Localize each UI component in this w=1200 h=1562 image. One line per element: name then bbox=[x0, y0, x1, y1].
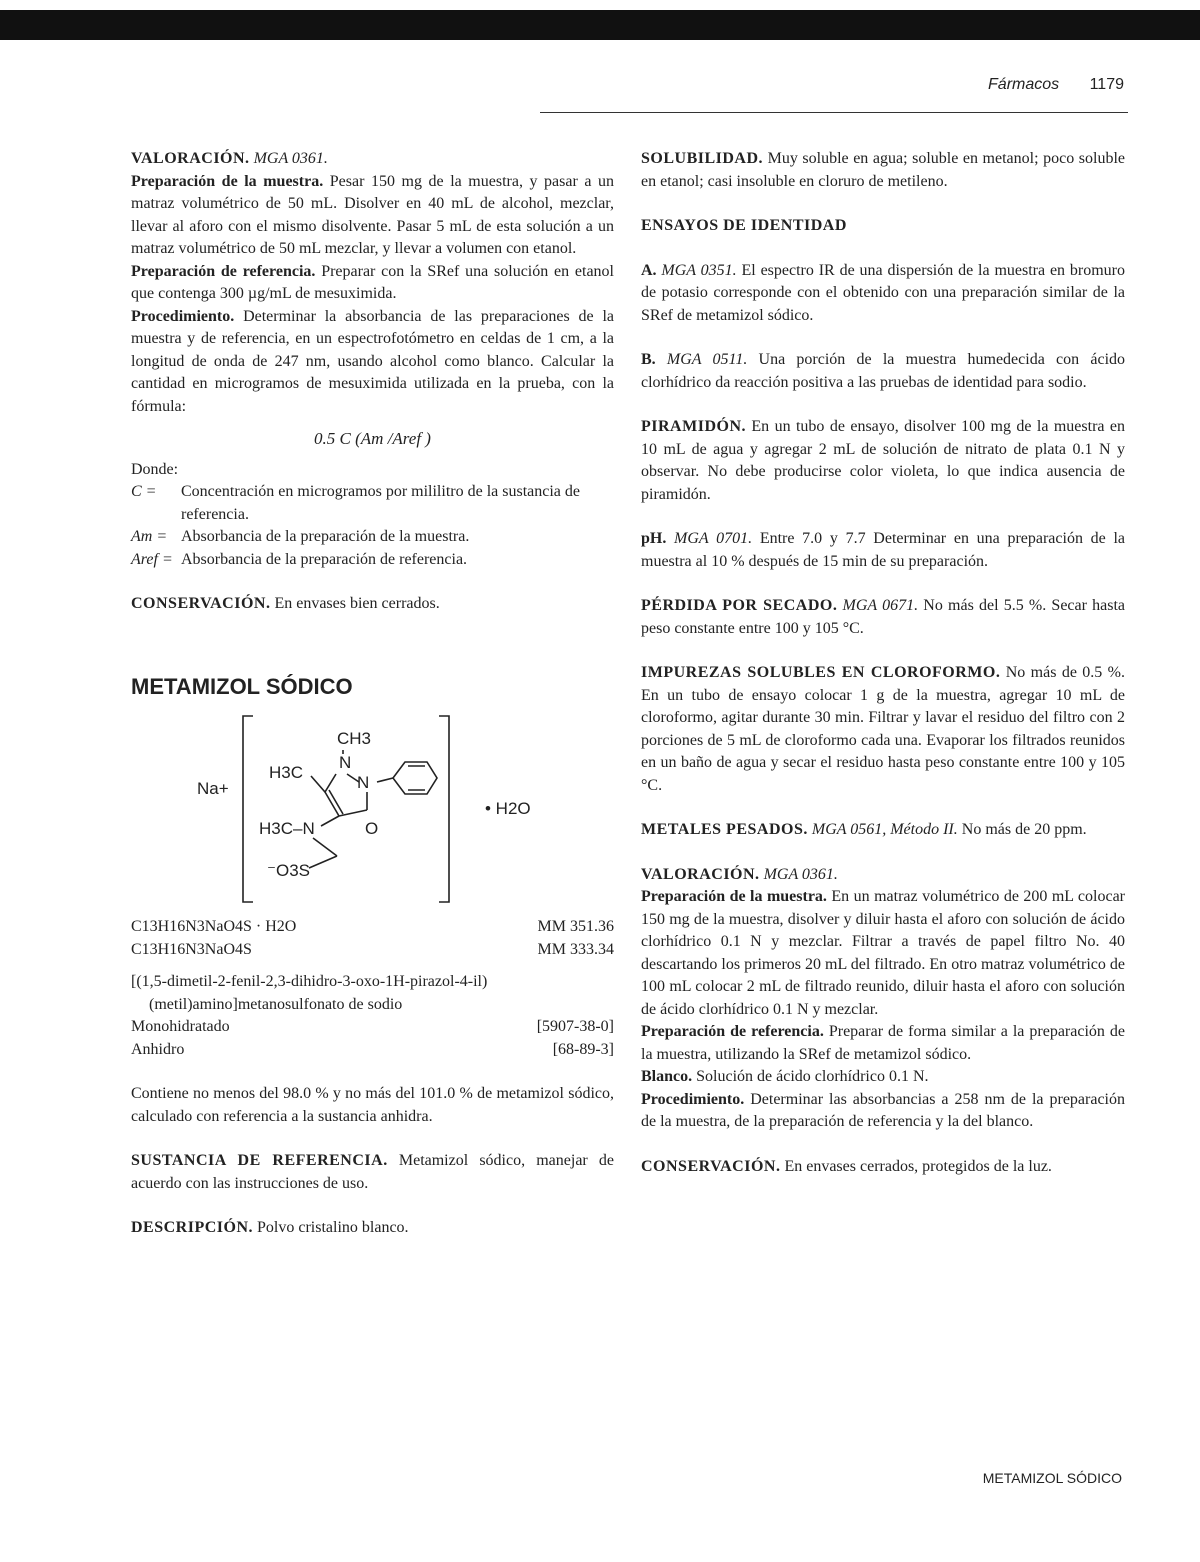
sodium-ion: Na+ bbox=[197, 779, 229, 798]
blanco-paragraph: Blanco. Solución de ácido clorhídrico 0.1 N. bbox=[641, 1068, 929, 1085]
valoracion-heading: VALORACIÓN. MGA 0361. bbox=[131, 150, 328, 167]
contiene-paragraph: Contiene no menos del 98.0 % y no más del 101.0 % de metamizol sódico, calculado con referencia a la sustancia anhidra. bbox=[131, 1085, 614, 1125]
page-number: 1179 bbox=[1089, 76, 1124, 93]
header-rule bbox=[540, 112, 1128, 113]
monograph-title: METAMIZOL SÓDICO bbox=[131, 673, 353, 699]
oxo-oxygen: O bbox=[365, 819, 379, 838]
ensayo-b-paragraph: B. MGA 0511. Una porción de la muestra humedecida con ácido clorhídrico da reacción positiva a las pruebas de identidad para sodio. bbox=[641, 351, 1126, 391]
procedimiento-paragraph: Procedimiento. Determinar la absorbancia de las preparaciones de la muestra y de referencia, en un espectrofotómetro en celdas de 1 cm, a la longitud de onda de 247 nm, usando alcohol como blanco. Calcular la cantidad en microgramos de mesuximida utilizada en la prueba, con la fórmula: bbox=[131, 307, 614, 415]
sulfonate-group: ⁻O3S bbox=[267, 861, 310, 880]
molecular-formula-row-1: C13H16N3NaO4S · H2O MM 351.36 bbox=[131, 918, 614, 935]
cas-monohidratado: Monohidratado [5907-38-0] bbox=[131, 1018, 614, 1035]
solubilidad-paragraph: SOLUBILIDAD. Muy soluble en agua; soluble en metanol; poco soluble en etanol; casi insoluble en cloruro de metileno. bbox=[641, 150, 1125, 190]
bracket-left bbox=[243, 716, 253, 902]
prep-referencia-paragraph-right: Preparación de referencia. Preparar de forma similar a la preparación de la muestra, utilizando la SRef de metamizol sódico. bbox=[641, 1023, 1126, 1063]
prep-referencia-paragraph: Preparación de referencia. Preparar con la SRef una solución en etanol que contenga 300 µg/mL de mesuximida. bbox=[131, 262, 614, 302]
bond-c4-n bbox=[321, 816, 339, 826]
methyl-group-top: CH3 bbox=[337, 729, 372, 748]
calc-formula: 0.5 C (Am /Aref ) bbox=[314, 429, 431, 448]
running-footer: METAMIZOL SÓDICO bbox=[982, 1470, 1122, 1486]
definition-am: Am = Absorbancia de la preparación de la muestra. bbox=[131, 528, 470, 545]
prep-muestra-paragraph: Preparación de la muestra. Pesar 150 mg de la muestra, y pasar a un matraz volumétrico de 50 mL. Disolver en 40 mL de alcohol, mezclar, llevar al aforo con el mismo disolvente. Pasar 5 mL de esta solución a un matraz volumétrico de 50 mL mezclar, y llevar a volumen con etanol. bbox=[131, 172, 615, 257]
metales-paragraph: METALES PESADOS. MGA 0561, Método II. No más de 20 ppm. bbox=[641, 821, 1087, 838]
page-header bbox=[988, 76, 1124, 94]
ensayos-heading: ENSAYOS DE IDENTIDAD bbox=[641, 217, 847, 234]
methylamino-group: H3C–N bbox=[259, 819, 315, 838]
section-name: Fármacos bbox=[988, 76, 1060, 93]
bond-ch2-s bbox=[309, 856, 337, 868]
donde-label: Donde: bbox=[131, 460, 179, 478]
procedimiento-paragraph-right: Procedimiento. Determinar las absorbancias a 258 nm de la preparación de la muestra, de la preparación de referencia y la del blanco. bbox=[641, 1090, 1125, 1130]
nitrogen-1: N bbox=[339, 753, 352, 772]
ensayo-a-paragraph: A. MGA 0351. El espectro IR de una dispersión de la muestra en bromuro de potasio corresponde con el obtenido con una preparación similar de la SRef de metamizol sódico. bbox=[641, 261, 1126, 324]
definition-aref: Aref = Absorbancia de la preparación de referencia. bbox=[131, 550, 468, 568]
methyl-group-left: H3C bbox=[269, 763, 304, 782]
water-of-hydration: • H2O bbox=[485, 799, 531, 818]
ph-paragraph: pH. MGA 0701. Entre 7.0 y 7.7 Determinar en una preparación de la muestra al 10 % después de 15 min de su preparación. bbox=[641, 530, 1126, 570]
sustancia-referencia-paragraph: SUSTANCIA DE REFERENCIA. Metamizol sódico, manejar de acuerdo con las instrucciones de uso. bbox=[131, 1152, 615, 1192]
chemical-structure bbox=[131, 706, 614, 916]
nitrogen-2: N bbox=[357, 773, 370, 792]
bracket-right bbox=[439, 716, 449, 902]
valoracion-heading-right: VALORACIÓN. MGA 0361. bbox=[641, 865, 838, 883]
bond-n-ch2 bbox=[313, 838, 337, 856]
bond-c5-n1 bbox=[311, 774, 336, 792]
conservacion-paragraph: CONSERVACIÓN. En envases bien cerrados. bbox=[131, 595, 440, 612]
bond-n2-phenyl bbox=[377, 778, 393, 782]
perdida-paragraph: PÉRDIDA POR SECADO. MGA 0671. No más del 5.5 %. Secar hasta peso constante entre 100 y 105 °C. bbox=[641, 597, 1126, 637]
structure-diagram bbox=[131, 706, 614, 916]
iupac-name-2: (metil)amino]metanosulfonato de sodio bbox=[149, 995, 403, 1013]
right-column bbox=[641, 148, 1125, 1178]
conservacion-paragraph-right: CONSERVACIÓN. En envases cerrados, protegidos de la luz. bbox=[641, 1157, 1052, 1175]
molecular-formula-row-2: C13H16N3NaO4S MM 333.34 bbox=[131, 940, 614, 958]
scan-top-bar bbox=[0, 10, 1200, 40]
definition-c: C = Concentración en microgramos por mililitro de la sustancia de referencia. bbox=[131, 483, 580, 523]
piramidon-paragraph: PIRAMIDÓN. En un tubo de ensayo, disolver 100 mg de la muestra en 10 mL de agua y agregar 2 mL de solución de nitrato de plata 0.1 N y observar. No debe producirse color violeta, lo que indica ausencia de piramidón. bbox=[641, 418, 1126, 503]
cas-anhidro: Anhidro [68-89-3] bbox=[131, 1040, 614, 1058]
impurezas-paragraph: IMPUREZAS SOLUBLES EN CLOROFORMO. No más de 0.5 %. En un tubo de ensayo colocar 1 g de la muestra, agregar 10 mL de cloroformo, agitar durante 30 min. Filtrar y lavar el residuo del filtro con 2 porciones de 5 mL de cloroformo cada una. Evaporar los filtrados reunidos en un baño de agua y secar el residuo hasta peso constante entre 100 y 105 °C. bbox=[641, 664, 1125, 794]
prep-muestra-paragraph-right: Preparación de la muestra. En un matraz volumétrico de 200 mL colocar 150 mg de la muestra, disolver y diluir hasta el aforo con solución de ácido clorhídrico 0.1 N y mezclar. Filtrar a través de papel filtro No. 40 descartando los primeros 20 mL del filtrado. En otro matraz volumétrico de 100 mL colocar 2 mL de filtrado reunido, diluir hasta el aforo con solución de ácido clorhídrico 0.1 N y mezclar. bbox=[641, 888, 1126, 1018]
descripcion-paragraph: DESCRIPCIÓN. Polvo cristalino blanco. bbox=[131, 1219, 409, 1236]
left-column bbox=[131, 148, 614, 1240]
iupac-name-1: [(1,5-dimetil-2-fenil-2,3-dihidro-3-oxo-1H-pirazol-4-il) bbox=[131, 973, 488, 990]
